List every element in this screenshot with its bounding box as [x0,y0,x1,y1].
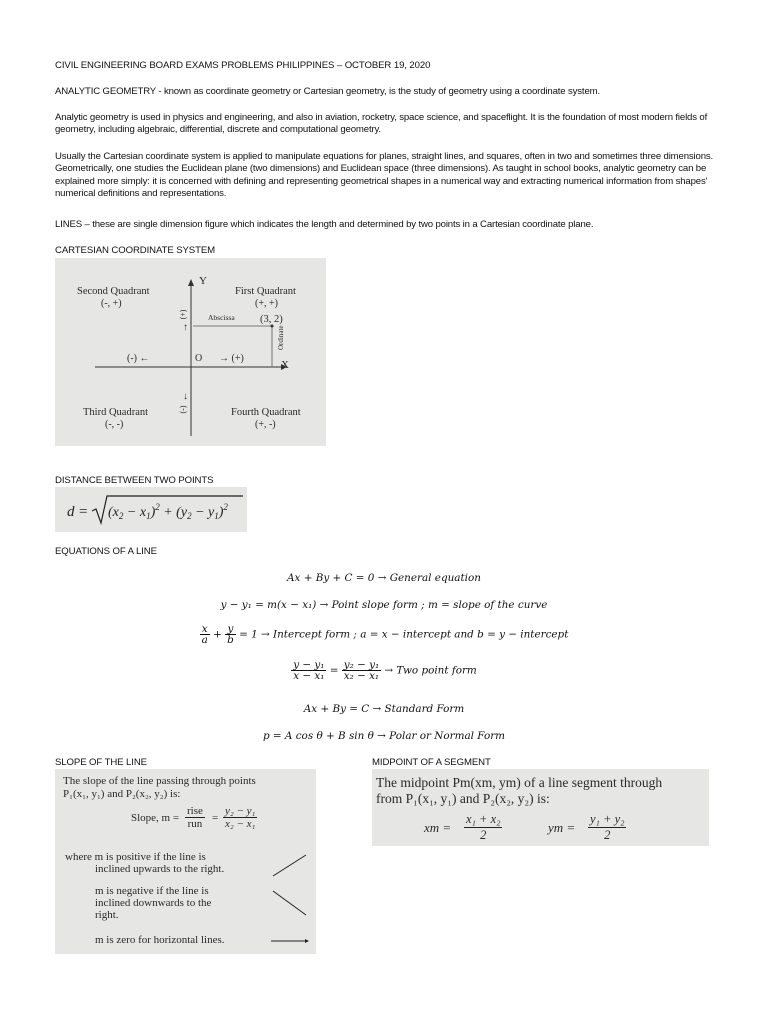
xm-fraction [464,812,502,843]
rise: rise [187,805,203,817]
q2-sign: (-, +) [101,298,122,309]
negative-y-label: (-) [178,405,188,414]
slope-heading: SLOPE OF THE LINE [55,757,147,768]
x-axis-label: X [281,359,289,371]
ym-denominator: 2 [604,828,611,842]
document-header: CIVIL ENGINEERING BOARD EXAMS PROBLEMS PHILIPPINES – OCTOBER 19, 2020 [55,60,431,71]
xm-numerator: x₁ + x₂ [466,812,501,826]
svg-text:d: d [67,504,75,520]
analytic-geometry-definition: ANALYTIC GEOMETRY - known as coordinate geometry or Cartesian geometry, is the study of geometry using a coordinate system. [55,86,600,97]
run: run [187,818,203,830]
slope-lines-svg [55,769,316,954]
cartesian-heading: CARTESIAN COORDINATE SYSTEM [55,245,216,256]
slope-line-2: P₁(x₁, y₁) and P₂(x₂, y₂) is: [63,788,181,800]
midpoint-line-2: from P₁(x₁, y₁) and P₂(x₂, y₂) is: [376,791,550,806]
slope-positive-2: inclined upwards to the right. [95,863,225,875]
slope-numerator: y₂ − y₁ [225,805,256,817]
positive-slope-line [273,855,306,876]
origin-label: O [195,353,203,364]
slope-negative-3: right. [95,909,119,921]
distance-formula-svg [55,487,247,532]
negative-x-label: (-) ← [127,353,150,364]
slope-zero: m is zero for horizontal lines. [95,934,225,946]
y-axis-label: Y [199,275,207,287]
slope-negative-1: m is negative if the line is [95,885,209,897]
point-label: (3, 2) [260,314,283,325]
equations-heading: EQUATIONS OF A LINE [55,546,157,557]
positive-x-label: → (+) [219,353,244,364]
q3-sign: (-, -) [105,419,124,430]
positive-y-label: (+) [178,309,188,320]
q1-sign: (+, +) [255,298,278,309]
down-arrow-icon: ↓ [183,391,188,402]
xm-label: xm = [424,820,452,835]
abscissa-label: Abscissa [208,313,235,322]
intercept-equation-text: = 1 → Intercept form ; a = x − intercept and b = y − intercept [235,628,569,641]
midpoint-line-1: The midpoint Pm(xm, ym) of a line segment through [376,775,663,790]
two-point-equation-text: → Two point form [381,664,477,677]
midpoint-heading: MIDPOINT OF A SEGMENT [372,757,491,768]
slope-denominator: x₂ − x₁ [225,818,256,830]
slope-image [55,769,316,954]
analytic-geometry-uses: Analytic geometry is used in physics and engineering, and also in aviation, rocketry, space science, and spaceflight. It is the foundation of most modern fields of geometry, including algebraic, differential, discrete and computational geometry. [55,112,708,136]
ordinate-label: Ordinate [277,325,285,350]
xm-denominator: 2 [480,828,487,842]
polar-equation: p = A cos θ + B sin θ → Polar or Normal Form [262,730,506,742]
two-point-equation: $\frac{\text{y − y₁}}{\text{x − x₁}}$ = $\frac{\text{y₂ − y₁}}{\text{x₂ − x₁}}$ → Two point form [293,659,477,682]
distance-formula-image [55,487,247,532]
svg-text:=: = [79,504,88,520]
negative-slope-line [273,891,306,915]
ym-numerator: y₁ + y₂ [590,812,625,826]
standard-equation: Ax + By = C → Standard Form [303,703,465,715]
slope-label: Slope, m = [131,812,180,824]
lines-definition: LINES – these are single dimension figure which indicates the length and determined by two points in a Cartesian coordinate plane. [55,219,594,230]
q3-title: Third Quadrant [83,407,149,418]
distance-heading: DISTANCE BETWEEN TWO POINTS [55,475,214,486]
svg-text:(x2 − x1)2 + (y2 − y1)2: $(x_2 - x_1)^2 + (y_2 - y_1)^2$ [108,502,228,521]
slope-positive-1: where m is positive if the line is [65,851,206,863]
q4-title: Fourth Quadrant [231,407,301,418]
y-arrow [188,279,194,286]
q1-title: First Quadrant [235,286,296,297]
point-slope-equation: y − y₁ = m(x − x₁) → Point slope form ; m = slope of the curve [220,599,548,611]
q4-sign: (+, -) [255,419,276,430]
cartesian-explanation: Usually the Cartesian coordinate system is applied to manipulate equations for planes, straight lines, and squares, often in two and sometimes three dimensions. Geometrically, one studies the Euclidean plane (two dimensions) and Euclidean space (three dimensions). As taught in school books, analytic geometry can be explained more simply: it is concerned with defining and representing geometrical shapes in a numerical way and extracting numerical information from shapes' numerical definitions and representations. [55,151,714,200]
ym-label: ym = [548,820,576,835]
slope-negative-2: inclined downwards to the [95,897,212,909]
midpoint-image [372,769,709,846]
general-equation: Ax + By + C = 0 → General equation [287,572,481,584]
slope-line-1: The slope of the line passing through points [63,775,256,787]
cartesian-diagram [55,258,326,446]
intercept-equation: $\frac{x}{a}$ + $\frac{y}{b}$ = 1 → Intercept form ; a = x − intercept and b = y − intercept [201,623,569,646]
q2-title: Second Quadrant [77,286,150,297]
up-arrow-icon: ↑ [183,322,188,333]
ym-fraction [588,812,626,843]
equals-sign: = [212,812,219,824]
